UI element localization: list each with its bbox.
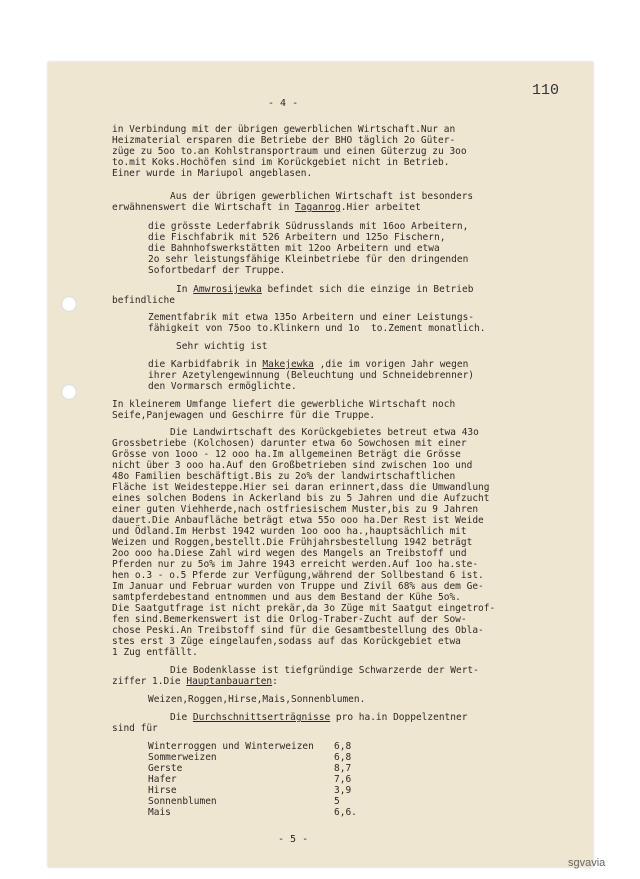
line: 2oo ooo ha.Diese Zahl wird wegen des Mangels an Treibstoff und — [112, 548, 467, 559]
line: Aus der übrigen gewerblichen Wirtschaft ist besonders — [170, 191, 474, 202]
yield-value: 7,6 — [334, 774, 352, 785]
line: to.mit Koks.Hochöfen sind im Korückgebiet nicht in Betrieb. — [112, 157, 450, 168]
line: nicht über 3 ooo ha.Auf den Großbetrieben sind zwischen 1oo und — [112, 460, 473, 471]
line: sind für — [112, 723, 158, 734]
line: und Ödland.Im Herbst 1942 wurden 1oo ooo ha.,hauptsächlich mit — [112, 526, 467, 537]
page-header: - 4 - — [268, 98, 299, 109]
line: Fläche ist Weidesteppe.Hier sei daran erinnert,dass die Umwandlung — [112, 482, 490, 493]
yield-value: 3,9 — [334, 785, 352, 796]
yield-value: 8,7 — [334, 763, 352, 774]
line: Die Durchschnittserträgnisse pro ha.in Doppelzentner — [170, 712, 468, 723]
yield-crop: Mais — [148, 807, 171, 818]
main-crops-heading: Hauptanbauarten — [186, 676, 273, 687]
yield-crop: Sommerweizen — [148, 752, 217, 763]
line: Zementfabrik mit etwa 135o Arbeitern und einer Leistungs- — [148, 312, 475, 323]
line: züge zu 5oo to.an Kohlstransportraum und einen Güterzug zu 3oo — [112, 146, 467, 157]
line: Pferden nur zu 5o% im Jahre 1943 erreicht werden.Auf 1oo ha.ste- — [112, 559, 479, 570]
line: hen o.3 - o.5 Pferde zur Verfügung,während der Sollbestand 6 ist. — [112, 570, 484, 581]
line: eines solchen Bodens in Ackerland bis zu 5 Jahren und die Aufzucht — [112, 493, 490, 504]
line: Im Januar und Februar wurden von Truppe und Zivil 68% aus dem Ge- — [112, 581, 484, 592]
line: Einer wurde in Mariupol angeblasen. — [112, 168, 313, 179]
line: befindliche — [112, 295, 175, 306]
line: ziffer 1.Die Hauptanbauarten: — [112, 676, 278, 687]
line: 48o Familien beschäftigt.Bis zu 2o% der landwirtschaftlichen — [112, 471, 456, 482]
line: Heizmaterial ersparen die Betriebe der BHO täglich 2o Güter- — [112, 135, 456, 146]
place-taganrog: Taganrog — [295, 202, 341, 213]
average-yields-heading: Durchschnittserträgnisse — [192, 712, 331, 723]
line: fen sind.Bemerkenswert ist die Orlog-Traber-Zucht auf der Sow- — [112, 614, 467, 625]
line: die Karbidfabrik in Makejewka ,die im vorigen Jahr wegen — [148, 359, 469, 370]
line: Weizen und Roggen,bestellt.Die Frühjahrsbestellung 1942 beträgt — [112, 537, 473, 548]
yield-crop: Winterroggen und Winterweizen — [148, 741, 314, 752]
yield-crop: Gerste — [148, 763, 183, 774]
line: Die Saatgutfrage ist nicht prekär,da 3o Züge mit Saatgut eingetrof- — [112, 603, 496, 614]
page-footer: - 5 - — [278, 834, 309, 845]
line: Die Bodenklasse ist tiefgründige Schwarzerde der Wert- — [170, 665, 479, 676]
line: Sehr wichtig ist — [176, 341, 268, 352]
line: stes erst 3 Züge eingelaufen,sodass auf das Korückgebiet etwa — [112, 636, 461, 647]
yield-crop: Hafer — [148, 774, 177, 785]
line: in Verbindung mit der übrigen gewerblichen Wirtschaft.Nur an — [112, 124, 456, 135]
place-makejewka: Makejewka — [262, 359, 314, 370]
line: Grösse von 1ooo - 12 ooo ha.Im allgemeinen Beträgt die Grösse — [112, 449, 461, 460]
line: chose Peski.An Treibstoff sind für die Gesamtbestellung des Obla- — [112, 625, 484, 636]
yield-crop: Sonnenblumen — [148, 796, 217, 807]
line: Seife,Panjewagen und Geschirre für die Truppe. — [112, 410, 376, 421]
line: In Amwrosijewka befindet sich die einzige in Betrieb — [176, 284, 474, 295]
line: die Fischfabrik mit 526 Arbeitern und 125o Fischern, — [148, 232, 446, 243]
line: ihrer Azetylengewinnung (Beleuchtung und Schneidebrenner) — [148, 370, 475, 381]
line: die grösste Lederfabrik Südrusslands mit 16oo Arbeitern, — [148, 221, 469, 232]
watermark: sgvavia — [568, 857, 606, 869]
yield-crop: Hirse — [148, 785, 177, 796]
line: fähigkeit von 75oo to.Klinkern und 1o to.Zement monatlich. — [148, 323, 486, 334]
folio-number: 110 — [532, 82, 560, 99]
line: dauert.Die Anbaufläche beträgt etwa 55o ooo ha.Der Rest ist Weide — [112, 515, 484, 526]
line: Grossbetriebe (Kolchosen) darunter etwa 6o Sowchosen mit einer — [112, 438, 467, 449]
line: samtpferdebestand entnommen und aus dem Bestand der Kühe 5o%. — [112, 592, 461, 603]
line: 1 Zug entfällt. — [112, 647, 198, 658]
yield-value: 6,8 — [334, 752, 352, 763]
punch-hole — [61, 296, 77, 312]
line: Sofortbedarf der Truppe. — [148, 265, 286, 276]
line: 2o sehr leistungsfähige Kleinbetriebe für den dringenden — [148, 254, 469, 265]
yield-value: 6,6. — [334, 807, 357, 818]
line: erwähnenswert die Wirtschaft in Taganrog.Hier arbeitet — [112, 202, 421, 213]
line: In kleinerem Umfange liefert die gewerbliche Wirtschaft noch — [112, 399, 456, 410]
line: den Vormarsch ermöglichte. — [148, 381, 297, 392]
line: Die Landwirtschaft des Korückgebietes betreut etwa 43o — [170, 427, 479, 438]
yield-value: 6,8 — [334, 741, 352, 752]
line: Weizen,Roggen,Hirse,Mais,Sonnenblumen. — [148, 694, 366, 705]
place-amwrosijewka: Amwrosijewka — [193, 284, 262, 295]
line: einer guten Viehherde,nach ostfriesischem Muster,bis zu 9 Jahren — [112, 504, 479, 515]
punch-hole — [61, 384, 77, 400]
line: die Bahnhofswerkstätten mit 12oo Arbeitern und etwa — [148, 243, 440, 254]
yield-value: 5 — [334, 796, 340, 807]
